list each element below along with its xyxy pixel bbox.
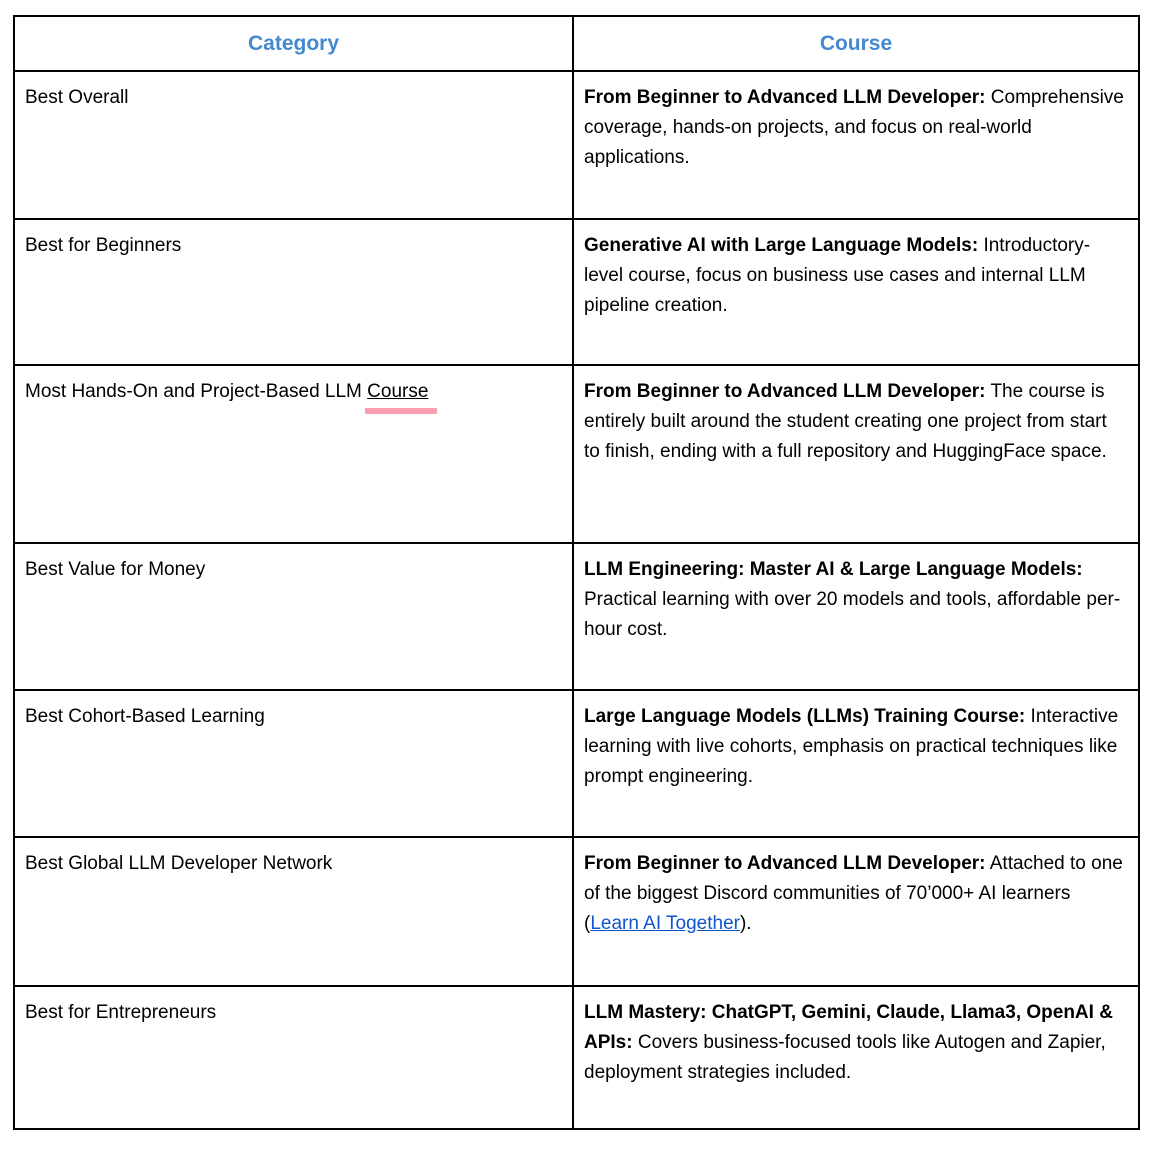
category-cell — [14, 986, 573, 1129]
table-row — [14, 690, 1139, 837]
course-description: Covers business-focused tools like Autogen and Zapier, deployment strategies included. — [584, 1032, 1106, 1083]
course-description: Practical learning with over 20 models and tools, affordable per-hour cost. — [584, 589, 1121, 640]
category-text: Most Hands-On and Project-Based LLM — [25, 381, 368, 402]
course-cell — [573, 365, 1139, 543]
category-text: Best Value for Money — [25, 559, 206, 580]
table-row — [14, 837, 1139, 986]
course-title: LLM Engineering: Master AI & Large Language Models: — [584, 559, 1083, 580]
table-row — [14, 365, 1139, 543]
category-text: Best Cohort-Based Learning — [25, 706, 265, 727]
learn-ai-together-link[interactable]: Learn AI Together — [590, 913, 740, 934]
category-text: Best Overall — [25, 87, 129, 108]
category-cell — [14, 71, 573, 219]
category-cell — [14, 543, 573, 690]
course-title: Generative AI with Large Language Models: — [584, 235, 979, 256]
course-cell — [573, 837, 1139, 986]
course-cell — [573, 219, 1139, 365]
course-title: From Beginner to Advanced LLM Developer: — [584, 381, 986, 402]
course-cell — [573, 543, 1139, 690]
category-cell — [14, 219, 573, 365]
category-text: Best Global LLM Developer Network — [25, 853, 333, 874]
course-title: Large Language Models (LLMs) Training Course: — [584, 706, 1026, 727]
course-description: Interactive learning with live cohorts, emphasis on practical techniques like prompt engineering. — [584, 706, 1119, 787]
course-description: Introductory-level course, focus on business use cases and internal LLM pipeline creation. — [584, 235, 1091, 316]
course-cell — [573, 690, 1139, 837]
course-description: The course is entirely built around the student creating one project from start to finish, ending with a full repository and HuggingFace space. — [584, 381, 1107, 462]
header-row — [14, 16, 1139, 71]
category-cell — [14, 365, 573, 543]
column-header-course: Course — [573, 16, 1139, 71]
course-cell — [573, 986, 1139, 1129]
column-header-category: Category — [14, 16, 573, 71]
table-row — [14, 543, 1139, 690]
course-title: From Beginner to Advanced LLM Developer: — [584, 87, 986, 108]
table-row — [14, 71, 1139, 219]
course-description: Comprehensive coverage, hands-on projects, and focus on real-world applications. — [584, 87, 1124, 168]
course-title: LLM Mastery: ChatGPT, Gemini, Claude, Llama3, OpenAI & APIs: — [584, 1002, 1113, 1053]
course-comparison-table — [13, 15, 1140, 1130]
course-description-after-link: ). — [739, 913, 752, 934]
course-title: From Beginner to Advanced LLM Developer: — [584, 853, 986, 874]
table-row — [14, 219, 1139, 365]
category-cell — [14, 690, 573, 837]
category-text: Best for Entrepreneurs — [25, 1002, 217, 1023]
category-text: Best for Beginners — [25, 235, 182, 256]
table-row — [14, 986, 1139, 1129]
course-cell — [573, 71, 1139, 219]
category-cell — [14, 837, 573, 986]
course-description: Attached to one of the biggest Discord communities of 70’000+ AI learners ( — [584, 853, 1123, 934]
category-marked-word: Course — [367, 377, 428, 407]
